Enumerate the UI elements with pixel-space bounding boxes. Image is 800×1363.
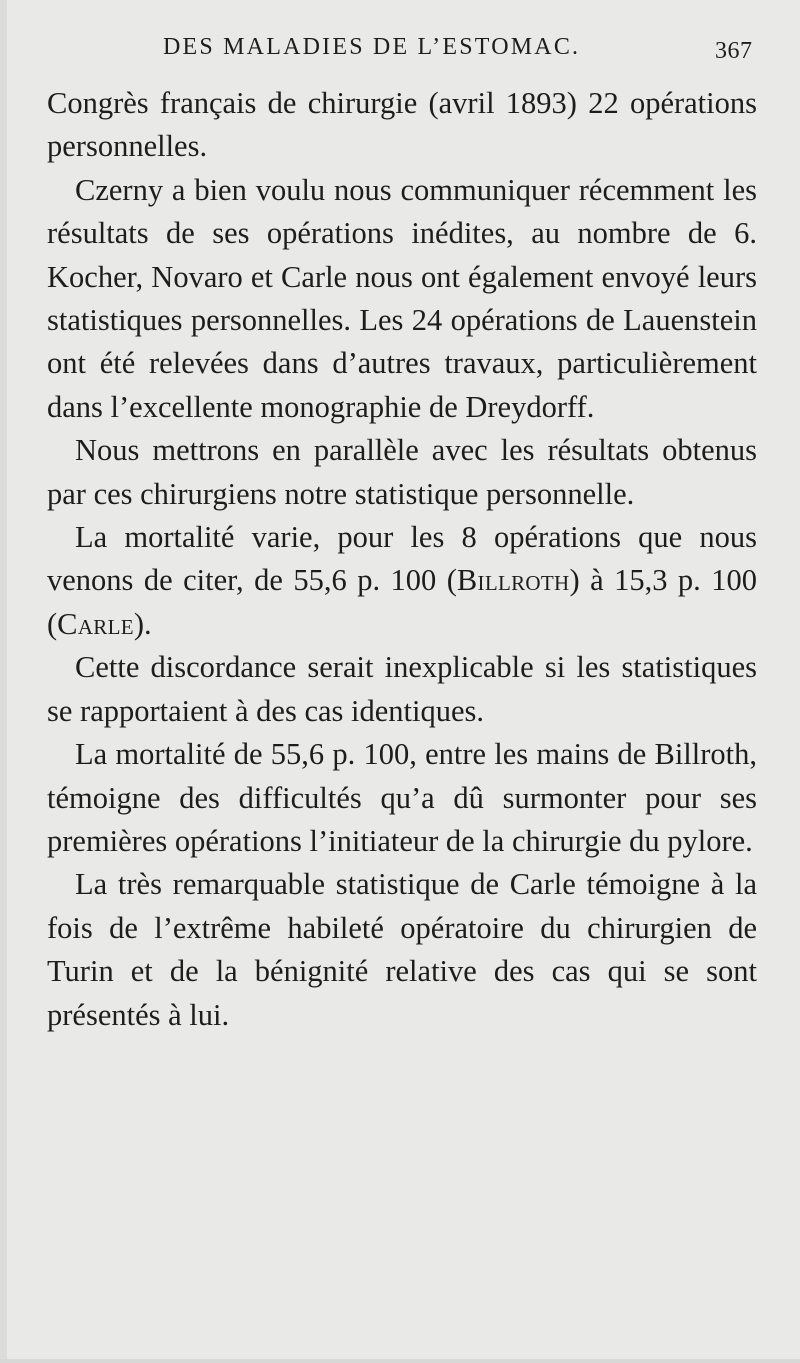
paragraph-czerny: Czerny a bien voulu nous communiquer récemment les résultats de ses opérations inédites, au nombre de 6. Kocher, Novaro et Carle nous ont également envoyé leurs statistiques personnelles. Les 24 opérations de Lauenstein ont été relevées dans d’autres travaux, particulièrement dans l’excellente monographie de Dreydorff.: [47, 172, 757, 424]
mortalite-text-middle: ) à 15,3 p. 100 (: [47, 563, 757, 641]
author-carle: Carle: [57, 606, 134, 641]
paragraph-mortalite-varie: [47, 516, 757, 646]
paragraph-billroth: La mortalité de 55,6 p. 100, entre les mains de Billroth, témoigne des difficultés qu’a dû surmonter pour ses premières opérations l’initiateur de la chirurgie du pylore.: [47, 737, 757, 858]
paragraph-discordance: Cette discordance serait inexplicable si les statistiques se rapportaient à des cas identiques.: [47, 650, 757, 728]
page-bottom-edge: [0, 1359, 800, 1363]
running-title: DES MALADIES DE L’ESTOMAC.: [163, 34, 581, 60]
page-number: 367: [715, 38, 753, 64]
body-text: [47, 82, 757, 1037]
paragraph-parallele: Nous mettrons en parallèle avec les résultats obtenus par ces chirurgiens notre statistique personnelle.: [47, 433, 757, 511]
mortalite-text-end: ).: [133, 606, 152, 641]
page-left-edge: [0, 0, 7, 1363]
paragraph-carle: La très remarquable statistique de Carle témoigne à la fois de l’extrême habileté opératoire du chirurgien de Turin et de la bénignité relative des cas qui se sont présentés à lui.: [47, 867, 757, 1032]
mortalite-text-start: La mortalité varie, pour les 8 opérations que nous venons de citer, de 55,6 p. 100 (: [47, 520, 757, 598]
author-billroth: Billroth: [456, 563, 570, 598]
paragraph-continued: Congrès français de chirurgie (avril 1893) 22 opérations personnelles.: [47, 86, 757, 164]
